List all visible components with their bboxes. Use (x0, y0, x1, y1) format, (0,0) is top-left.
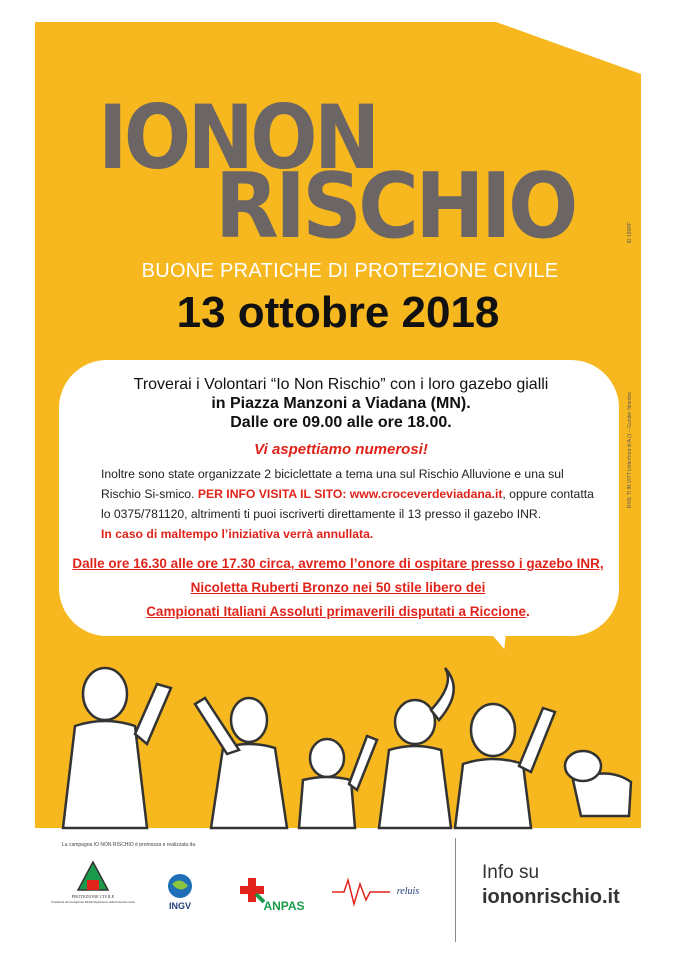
poster (35, 22, 641, 828)
reluis-label: reluis (396, 886, 420, 897)
highlight-line-3: Campionati Italiani Assoluti primaverili disputati a Riccione. (146, 604, 530, 619)
man-body (63, 721, 147, 828)
campaign-intro: La campagna IO NON RISCHIO è promossa e realizzata da (62, 842, 196, 848)
intro-text (61, 375, 621, 432)
side-note-2: RIVE TI IN VITT Unterfront di A (1 – Gunder fitnenbe (627, 392, 633, 509)
people-illustration (35, 654, 641, 828)
anpas-logo (234, 872, 308, 912)
weather-note: In caso di maltempo l’iniziativa verrà annullata. (101, 527, 374, 541)
girl-body (379, 746, 451, 828)
body-text (101, 464, 601, 544)
pc-label: PROTEZIONE CIVILE (71, 894, 115, 899)
child-body (299, 777, 355, 828)
man-arm (135, 684, 171, 744)
reluis-logo (330, 876, 430, 906)
protezione-civile-logo (51, 860, 135, 904)
child-head (310, 739, 344, 777)
side-note-1: ID 190RF (627, 222, 633, 244)
welcome-text: Vi aspettiamo numerosi! (254, 441, 428, 458)
logo-line-1: IONON (98, 86, 377, 189)
body-paragraph-2: , oppure contatta lo 0375/781120, altrimenti ti puoi iscriverti direttamente il 13 presso il gazebo INR. (101, 487, 594, 521)
girl-hair (431, 668, 454, 720)
logo-line-2: RISCHIO (215, 154, 575, 259)
ingv-logo (166, 872, 194, 912)
body-paragraph-1: Inoltre sono state organizzate 2 biciclettate a tema una sul Rischio Alluvione e una sul Rischio Si-smico. (101, 467, 564, 501)
pc-sublabel: Presidenza del Consiglio dei Ministri Dipartimento della Protezione Civile (51, 901, 135, 904)
dog-head (565, 751, 601, 781)
intro-line-1: Troverai i Volontari “Io Non Rischio” con i loro gazebo gialli (133, 376, 549, 393)
elder-body (455, 759, 531, 828)
intro-line-2: in Piazza Manzoni a Viadana (MN). (211, 395, 471, 412)
highlight-line-2: Nicoletta Ruberti Bronzo nei 50 stile libero dei (190, 580, 486, 595)
ingv-label: INGV (168, 901, 192, 911)
woman-head (231, 698, 267, 742)
girl-head (395, 700, 435, 744)
info-label: Info su (482, 862, 540, 883)
man-head (83, 668, 127, 720)
elder-head (471, 704, 515, 756)
intro-line-3: Dalle ore 09.00 alle ore 18.00. (230, 414, 452, 431)
corner-notch (496, 22, 641, 74)
highlight-line-1: Dalle ore 16.30 alle ore 17.30 circa, avremo l’onore di ospitare presso i gazebo INR, (72, 556, 604, 571)
info-link[interactable]: PER INFO VISITA IL SITO: www.croceverdeviadana.it (197, 487, 503, 501)
elder-arm (519, 708, 555, 772)
anpas-label: ANPAS (263, 899, 305, 913)
footer-divider (455, 838, 456, 942)
child-arm (349, 736, 377, 790)
woman-body (211, 744, 287, 828)
info-site-link[interactable]: iononrischio.it (482, 886, 620, 908)
event-date: 13 ottobre 2018 (176, 288, 500, 337)
subtitle: BUONE PRATICHE DI PROTEZIONE CIVILE (141, 260, 559, 282)
